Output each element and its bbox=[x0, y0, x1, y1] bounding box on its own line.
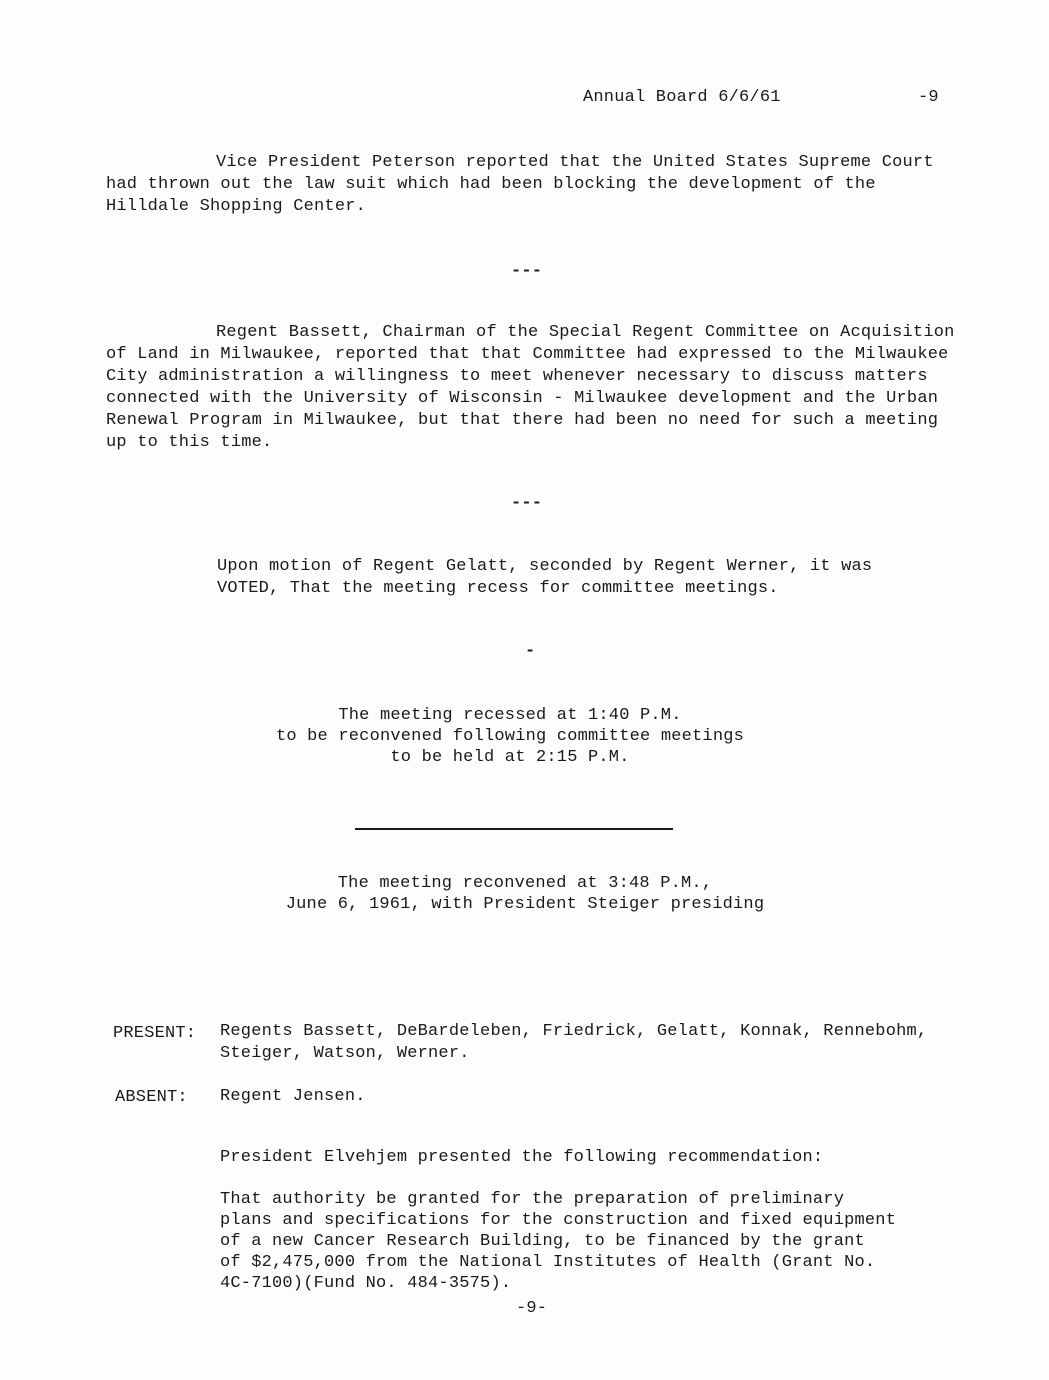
notice-line: to be reconvened following committee meetings bbox=[275, 727, 745, 746]
paragraph-line: connected with the University of Wisconsin - Milwaukee development and the Urban bbox=[106, 389, 939, 408]
notice-line: June 6, 1961, with President Steiger presiding bbox=[285, 895, 765, 914]
recommendation-line: of $2,475,000 from the National Institutes of Health (Grant No. bbox=[220, 1253, 876, 1272]
page-footer-number: -9- bbox=[516, 1299, 548, 1318]
recommendation-intro: President Elvehjem presented the following recommendation: bbox=[220, 1148, 824, 1167]
present-list bbox=[220, 1021, 927, 1065]
paragraph-line: VOTED, That the meeting recess for committee meetings. bbox=[217, 579, 779, 598]
notice-line: to be held at 2:15 P.M. bbox=[390, 748, 630, 767]
paragraph-bassett-report bbox=[106, 322, 966, 454]
reconvene-notice bbox=[235, 873, 815, 915]
paragraph-line: Renewal Program in Milwaukee, but that there had been no need for such a meeting bbox=[106, 411, 939, 430]
attendee-line: Steiger, Watson, Werner. bbox=[220, 1044, 470, 1063]
paragraph-line: Regent Bassett, Chairman of the Special Regent Committee on Acquisition bbox=[216, 323, 955, 342]
horizontal-rule bbox=[355, 828, 673, 830]
paragraph-line: Vice President Peterson reported that the United States Supreme Court bbox=[216, 153, 934, 172]
recommendation-line: of a new Cancer Research Building, to be financed by the grant bbox=[220, 1232, 865, 1251]
paragraph-line: up to this time. bbox=[106, 433, 273, 452]
section-separator: --- bbox=[511, 494, 543, 513]
page-header-number: -9 bbox=[918, 88, 939, 107]
absent-value: Regent Jensen. bbox=[220, 1087, 366, 1106]
notice-line: The meeting reconvened at 3:48 P.M., bbox=[337, 874, 713, 893]
recommendation-text bbox=[220, 1189, 896, 1294]
paragraph-line: City administration a willingness to meet whenever necessary to discuss matters bbox=[106, 367, 928, 386]
attendee-line: Regents Bassett, DeBardeleben, Friedrick, Gelatt, Konnak, Rennebohm, bbox=[220, 1022, 928, 1041]
motion-paragraph bbox=[217, 556, 977, 600]
paragraph-peterson-report bbox=[106, 152, 966, 218]
paragraph-line: had thrown out the law suit which had been blocking the development of the bbox=[106, 175, 876, 194]
paragraph-line: of Land in Milwaukee, reported that that Committee had expressed to the Milwaukee bbox=[106, 345, 949, 364]
paragraph-line: Upon motion of Regent Gelatt, seconded by Regent Werner, it was bbox=[217, 557, 873, 576]
recommendation-line: 4C-7100)(Fund No. 484-3575). bbox=[220, 1274, 512, 1293]
recommendation-line: That authority be granted for the preparation of preliminary bbox=[220, 1190, 845, 1209]
absent-label: ABSENT: bbox=[115, 1088, 188, 1107]
section-separator: - bbox=[525, 642, 536, 661]
recess-notice bbox=[230, 705, 790, 768]
paragraph-line: Hilldale Shopping Center. bbox=[106, 197, 367, 216]
section-separator: --- bbox=[511, 262, 543, 281]
page-header-title: Annual Board 6/6/61 bbox=[583, 88, 781, 107]
recommendation-line: plans and specifications for the construction and fixed equipment bbox=[220, 1211, 897, 1230]
notice-line: The meeting recessed at 1:40 P.M. bbox=[338, 706, 682, 725]
present-label: PRESENT: bbox=[113, 1024, 197, 1043]
